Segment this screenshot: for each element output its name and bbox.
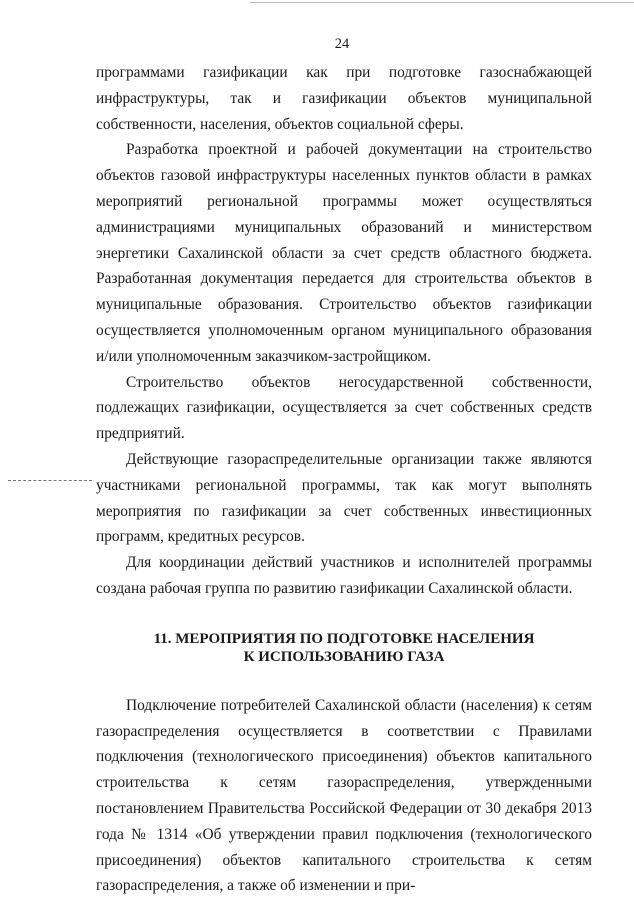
section-heading-line-1: 11. МЕРОПРИЯТИЯ ПО ПОДГОТОВКЕ НАСЕЛЕНИЯ bbox=[153, 630, 535, 647]
paragraph-continuation: программами газификации как при подготовке газоснабжающей инфраструктуры, так и газификации объектов муниципальной собственности, населения, объектов социальной сферы. bbox=[96, 64, 592, 133]
scan-artifact-dashed-line bbox=[8, 480, 92, 481]
paragraph-non-state-construction: Строительство объектов негосударственной собственности, подлежащих газификации, осуществляется за счет собственных средств предприятий. bbox=[96, 373, 592, 443]
paragraph-working-group: Для координации действий участников и исполнителей программы создана рабочая группа по развитию газификации Сахалинской области. bbox=[96, 554, 592, 597]
paragraph-design-documentation: Разработка проектной и рабочей документации на строительство объектов газовой инфраструктуры населенных пунктов области в рамках мероприятий региональной программы может осуществляться администрациями муниципальных образований и министерством энергетики Сахалинской области за счет средств областного бюджета. Разработанная документация передается для строительства объектов в муниципальные образования. Строительство объектов газификации осуществляется уполномоченным органом муниципального образования и/или уполномоченным заказчиком-застройщиком. bbox=[96, 141, 592, 365]
document-body bbox=[96, 60, 592, 899]
scan-artifact-line bbox=[250, 2, 634, 3]
paragraph-connection-rules: Подключение потребителей Сахалинской области (населения) к сетям газораспределения осуществляется в соответствии с Правилами подключения (технологического присоединения) объектов капитального строительства к сетям газораспределения, утвержденными постановлением Правительства Российской Федерации от 30 декабря 2013 года № 1314 «Об утверждении правил подключения (технологического присоединения) объектов капитального строительства к сетям газораспределения, а также об изменении и при- bbox=[96, 696, 592, 895]
section-heading-line-2: К ИСПОЛЬЗОВАНИЮ ГАЗА bbox=[243, 649, 445, 666]
page-number: 24 bbox=[334, 36, 350, 52]
paragraph-gas-distribution-orgs: Действующие газораспределительные организации также являются участниками региональной программы, так как могут выполнять мероприятия по газификации за счет собственных инвестиционных программ, кредитных ресурсов. bbox=[96, 450, 592, 546]
section-heading bbox=[96, 630, 592, 667]
